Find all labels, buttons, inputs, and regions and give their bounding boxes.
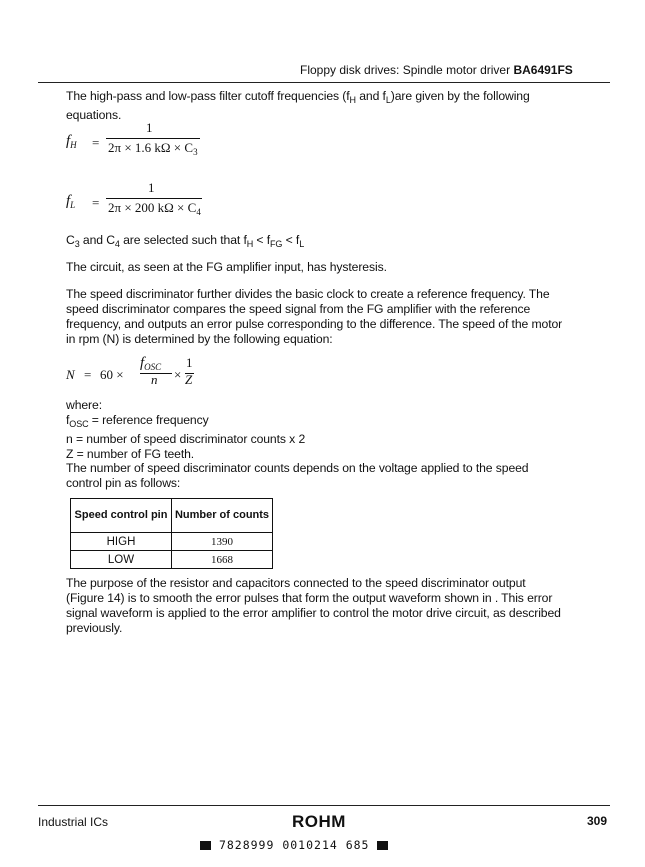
table-header-cell: Speed control pin xyxy=(71,499,172,533)
discriminator-paragraph: The speed discriminator further divides the basic clock to create a reference frequency. The speed discriminator compares the speed signal from the FG amplifier with the reference frequency, and outputs an error pulse corresponding to the difference. The speed of the motor in rpm (N) is determined by the following equation: xyxy=(66,287,563,346)
fraction-bar xyxy=(106,138,200,139)
equation-fh: $f_H$ = 1 2π × 1.6 $k\Omega \times C_3$ xyxy=(66,120,246,162)
table-row xyxy=(71,533,273,551)
table-row xyxy=(71,551,273,569)
counts-intro: The number of speed discriminator counts depends on the voltage applied to the speed control pin as follows: xyxy=(66,461,529,490)
footer-section-label: Industrial ICs xyxy=(38,815,109,829)
table-cell: LOW xyxy=(71,551,172,569)
equation-fl: $f_L$ = 1 2π × 200 $k\Omega \times C_4$ xyxy=(66,180,201,217)
table-header-cell: Number of counts xyxy=(172,499,273,533)
document-code: 7828999 0010214 685 xyxy=(200,838,388,852)
page-header xyxy=(300,63,573,77)
footer-divider xyxy=(38,805,610,806)
fraction-bar xyxy=(106,198,202,199)
selection-condition: $C_3$ and $C_4$ are selected such that $f_H < f_{FG} < f_L$ xyxy=(66,233,305,249)
rohm-logo: ROHM xyxy=(292,812,346,831)
page-number: 309 xyxy=(587,814,608,828)
speed-counts-table xyxy=(70,498,273,569)
marker-square-icon xyxy=(377,841,388,850)
intro-paragraph: The high-pass and low-pass filter cutoff frequencies ($f_H$ and $f_L)are$ given by the following equations. xyxy=(66,89,530,122)
table-cell: HIGH xyxy=(71,533,172,551)
purpose-paragraph: The purpose of the resistor and capacitors connected to the speed discriminator output (Figure 14) is to smooth the error pulses that form the output waveform shown in . This error signal waveform is applied to the error amplifier to control the motor drive circuit, as described previously. xyxy=(66,576,561,635)
part-number: BA6491FS xyxy=(513,63,573,77)
equation-n: N = 60 × $f_{OSC}$ n × 1 Z xyxy=(66,355,193,387)
table-cell: 1390 xyxy=(172,533,273,551)
hysteresis-note: The circuit, as seen at the FG amplifier input, has hysteresis. xyxy=(66,260,387,274)
header-divider xyxy=(38,82,610,83)
where-definitions: where: $f_{OSC}$ = reference frequency n = number of speed discriminator counts x 2 Z = number of FG teeth. xyxy=(66,398,306,461)
header-title: Floppy disk drives: Spindle motor driver xyxy=(300,63,511,77)
marker-square-icon xyxy=(200,841,211,850)
table-header-row xyxy=(71,499,273,533)
table-cell: 1668 xyxy=(172,551,273,569)
